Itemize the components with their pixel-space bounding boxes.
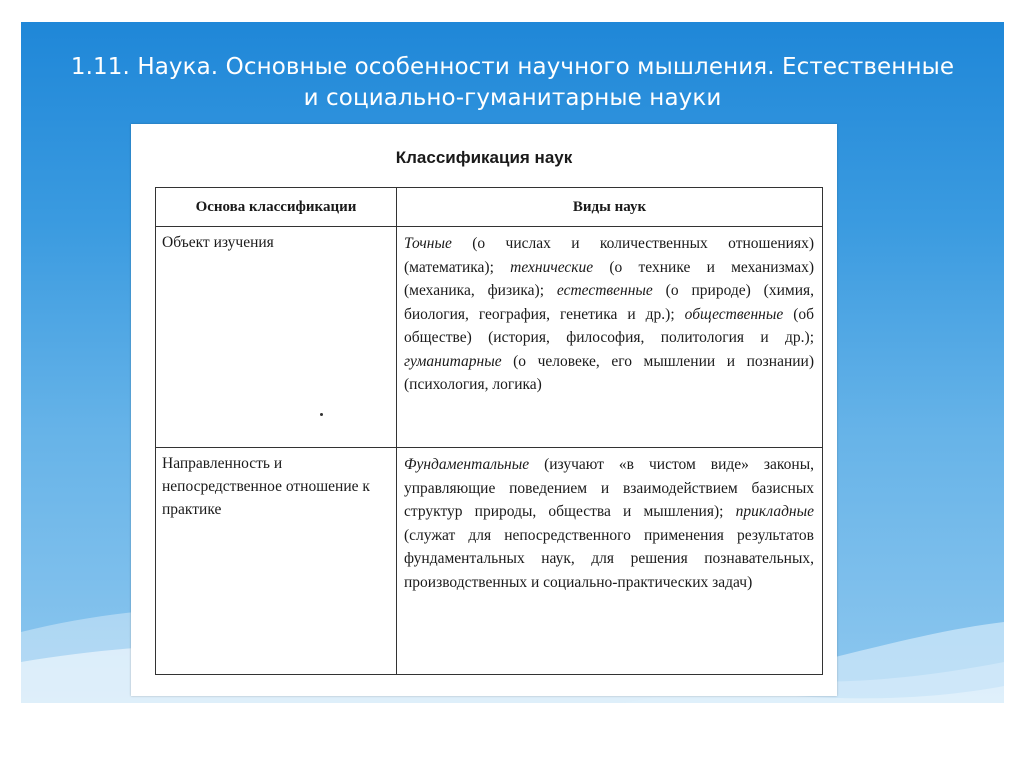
kind-term: прикладные — [735, 503, 814, 520]
kind-term: технические — [510, 258, 594, 276]
table-heading: Классификация наук — [395, 148, 573, 167]
header-basis: Основа классификации — [156, 188, 397, 227]
kind-description: (изучают «в чистом виде» законы, управляющие поведением и взаимодействием базисных структур природы, общества и мышления); — [404, 456, 814, 520]
kind-term: Фундаментальные — [404, 456, 530, 473]
kind-description: (о природе) (химия, биология, география, генетика и др.); — [404, 282, 814, 323]
row-kinds-cell — [397, 227, 823, 448]
row-kinds-cell — [397, 448, 823, 675]
kind-description: (о числах и количественных отношениях) (математика); — [404, 235, 814, 276]
classification-table — [155, 187, 823, 675]
table-row — [156, 448, 823, 675]
slide-title-line-2: и социально-гуманитарные науки — [303, 85, 722, 111]
slide-title — [21, 52, 1004, 114]
table-header-row — [156, 188, 823, 227]
table-row — [156, 227, 823, 448]
kind-description: (о технике и механизмах) (механика, физика); — [404, 258, 814, 299]
kind-term: Точные — [404, 235, 452, 252]
kind-description: (об обществе) (история, философия, политология и др.); — [404, 305, 814, 346]
kind-description: (служат для непосредственного применения результатов фундаментальных наук, для решения познавательных, производственных и социально-практических задач) — [404, 526, 814, 591]
row-basis-cell: Объект изучения — [156, 227, 397, 448]
slide-title-line-1: 1.11. Наука. Основные особенности научного мышления. Естественные — [70, 54, 955, 80]
header-kinds: Виды наук — [397, 188, 823, 227]
scan-speck — [320, 413, 323, 416]
row-basis-cell: Направленность и непосредственное отношение к практике — [156, 448, 397, 675]
slide-background — [21, 22, 1004, 703]
kind-term: естественные — [556, 282, 653, 299]
kind-term: гуманитарные — [404, 352, 502, 370]
scanned-page — [131, 124, 837, 696]
kind-term: общественные — [684, 305, 784, 323]
kind-description: (о человеке, его мышлении и познании) (психология, логика) — [404, 352, 814, 393]
